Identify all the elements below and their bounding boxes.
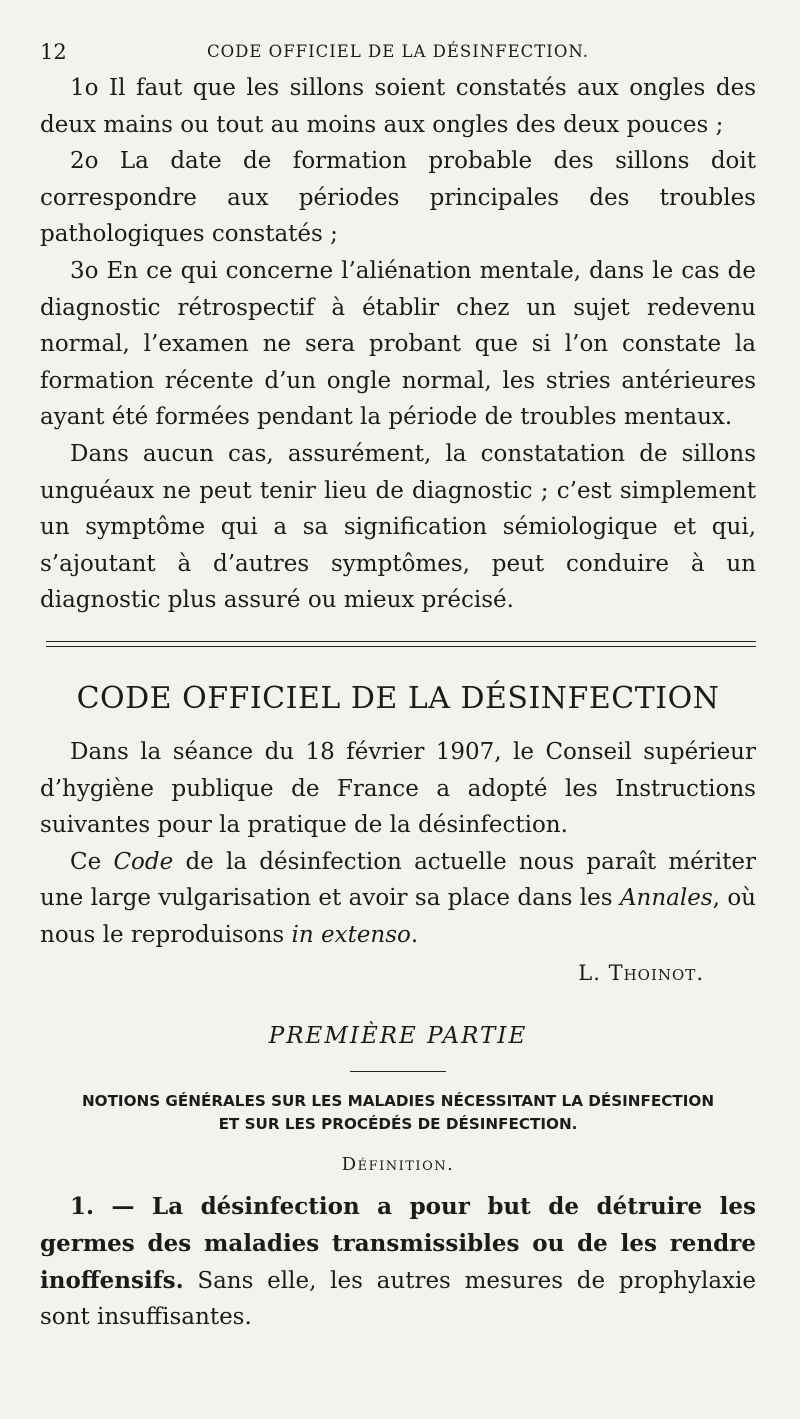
intro-paragraph-1: Dans la séance du 18 février 1907, le Conseil supérieur d’hygiène publique de France a adopté les Instructions suivantes pour la pratique de la désinfection. — [40, 738, 756, 839]
intro-p2-extenso: in extenso — [291, 921, 411, 948]
article-1-bold-text: 1. — La désinfection a pour but de détruire les germes des maladies transmissibles ou de les rendre inoffensifs. — [40, 1193, 756, 1294]
intro-text-block — [40, 734, 756, 954]
paragraph-condition-1: 1o Il faut que les sillons soient constatés aux ongles des deux mains ou tout au moins aux ongles des deux pouces ; — [40, 75, 756, 138]
intro-p2-part-d: . — [410, 921, 419, 948]
intro-p2-part-b: de la désinfection actuelle nous paraît mériter une large vulgarisation et avoir sa place dans les — [40, 848, 756, 912]
author-signature: L. Thoinot. — [578, 961, 704, 986]
article-1-paragraph — [40, 1189, 756, 1335]
intro-paragraph-2 — [40, 844, 756, 954]
intro-p2-part-c: , où nous le reproduisons — [40, 885, 756, 948]
intro-p2-part-a: Ce — [70, 848, 114, 875]
subheading-line-1: NOTIONS GÉNÉRALES SUR LES MALADIES NÉCESSITANT LA DÉSINFECTION — [81, 1092, 715, 1111]
paragraph-condition-3: 3o En ce qui concerne l’aliénation mentale, dans le cas de diagnostic rétrospectif à établir chez un sujet redevenu normal, l’examen ne sera probant que si l’on constate la formation récente d’un ongle normal, les stries antérieures ayant été formées pendant la période de troubles mentaux. — [40, 257, 756, 431]
subheading-line-2: ET SUR LES PROCÉDÉS DE DÉSINFECTION. — [218, 1115, 578, 1134]
page-number: 12 — [40, 40, 67, 64]
short-rule-divider — [350, 1071, 446, 1072]
article-text-block — [40, 1189, 756, 1335]
article-1-rest-text: Sans elle, les autres mesures de prophylaxie sont insuffisantes. — [40, 1267, 756, 1331]
part-title: PREMIÈRE PARTIE — [268, 1023, 528, 1050]
top-text-block — [40, 70, 756, 619]
paragraph-condition-2: 2o La date de formation probable des sillons doit correspondre aux périodes principales des troubles pathologiques constatés ; — [40, 148, 756, 248]
paragraph-conclusion: Dans aucun cas, assurément, la constatation de sillons unguéaux ne peut tenir lieu de diagnostic ; c’est simplement un symptôme qui a sa signification sémiologique et qui, s’ajoutant à d’autres symptômes, peut conduire à un diagnostic plus assuré ou mieux précisé. — [40, 440, 756, 614]
intro-p2-annales: Annales — [619, 885, 713, 912]
intro-p2-code: Code — [113, 848, 174, 875]
double-rule-divider — [46, 641, 756, 647]
running-head-title: CODE OFFICIEL DE LA DÉSINFECTION. — [207, 42, 589, 61]
definition-heading: Définition. — [341, 1154, 455, 1176]
running-head — [40, 30, 756, 70]
chapter-subheading — [40, 1090, 756, 1136]
section-title: CODE OFFICIEL DE LA DÉSINFECTION — [76, 680, 720, 716]
